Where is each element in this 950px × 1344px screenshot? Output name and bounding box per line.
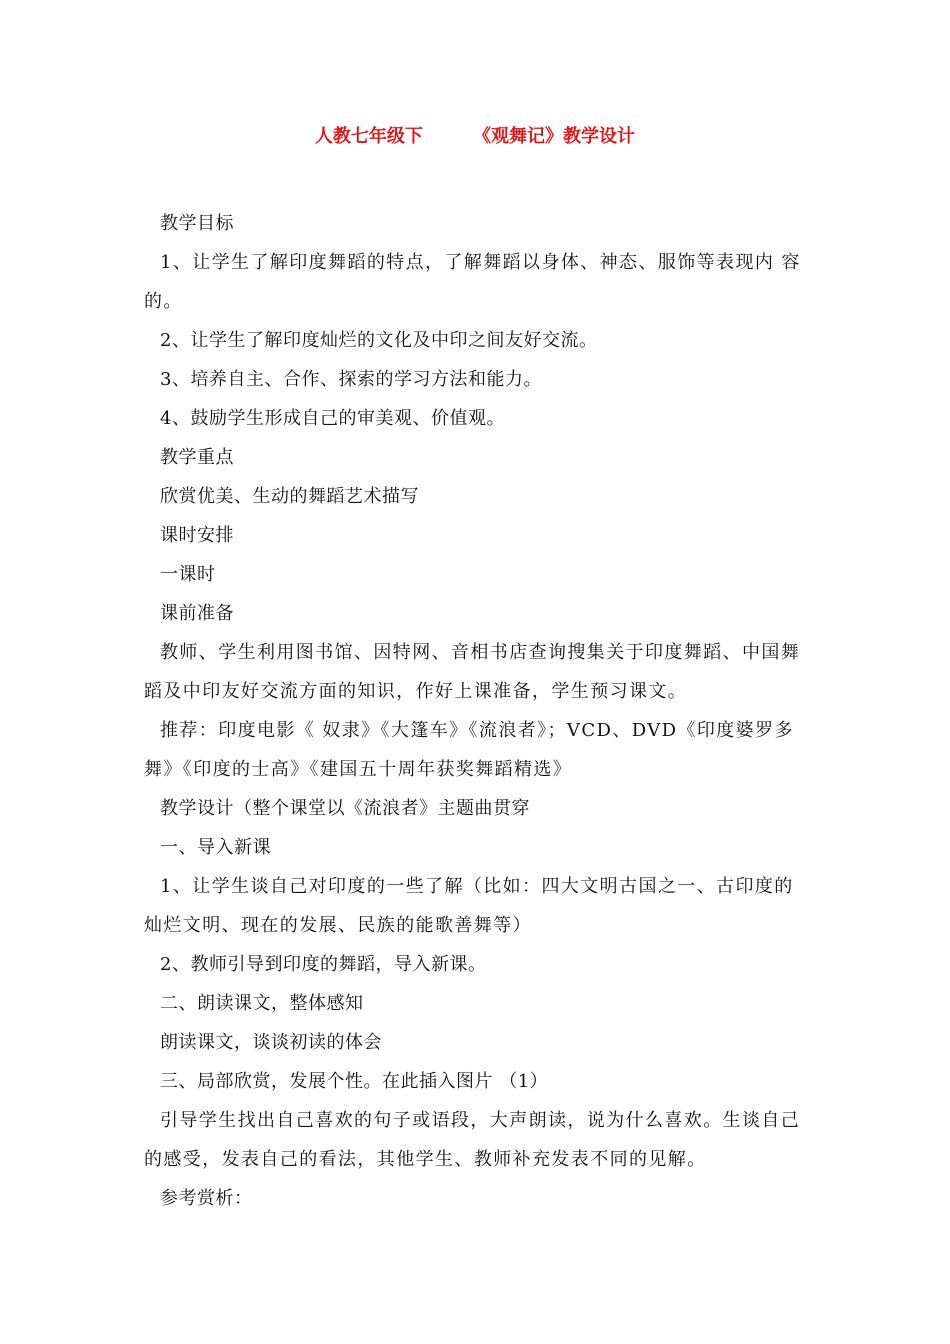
heading-teaching-design: 教学设计（整个课堂以《流浪者》主题曲贯穿 (160, 798, 530, 819)
heading-teaching-focus: 教学重点 (160, 447, 234, 468)
document-title: 人教七年级下 《观舞记》教学设计 (314, 126, 636, 147)
document-body (144, 204, 812, 1218)
section-3-text: 引导学生找出自己喜欢的句子或语段，大声朗读，说为什么喜欢。生谈自己的感受，发表自己的看法，其他学生、教师补充发表不同的见解。 (144, 1110, 801, 1170)
reference-analysis-label: 参考赏析： (160, 1188, 253, 1209)
recommendation-text: 推荐：印度电影《 奴隶》《大篷车》《流浪者》；VCD、DVD《印度婆罗多舞》《印度的士高》《建国五十周年获奖舞蹈精选》 (144, 720, 794, 780)
goal-item-2: 2、让学生了解印度灿烂的文化及中印之间友好交流。 (160, 330, 598, 351)
section-2-text: 朗读课文，谈谈初读的体会 (160, 1032, 382, 1053)
heading-preparation: 课前准备 (160, 603, 234, 624)
schedule-text: 一课时 (160, 564, 216, 585)
section-1-item-1: 1、让学生谈自己对印度的一些了解（比如：四大文明古国之一、古印度的灿烂文明、现在的发展、民族的能歌善舞等） (144, 876, 794, 936)
section-1-heading: 一、导入新课 (160, 837, 271, 858)
preparation-text: 教师、学生利用图书馆、因特网、音相书店查询搜集关于印度舞蹈、中国舞蹈及中印友好交流方面的知识，作好上课准备，学生预习课文。 (144, 642, 801, 702)
section-1-item-2: 2、教师引导到印度的舞蹈，导入新课。 (160, 954, 487, 975)
section-2-heading: 二、朗读课文，整体感知 (160, 993, 364, 1014)
goal-item-4: 4、鼓励学生形成自己的审美观、价值观。 (160, 408, 505, 429)
section-3-heading: 三、局部欣赏，发展个性。在此插入图片 （1） (160, 1071, 549, 1092)
teaching-focus-text: 欣赏优美、生动的舞蹈艺术描写 (160, 486, 419, 507)
heading-teaching-goals: 教学目标 (160, 213, 234, 234)
goal-item-1: 1、让学生了解印度舞蹈的特点，了解舞蹈以身体、神态、服饰等表现内 容的。 (144, 252, 801, 312)
heading-schedule: 课时安排 (160, 525, 234, 546)
goal-item-3: 3、培养自主、合作、探索的学习方法和能力。 (160, 369, 542, 390)
